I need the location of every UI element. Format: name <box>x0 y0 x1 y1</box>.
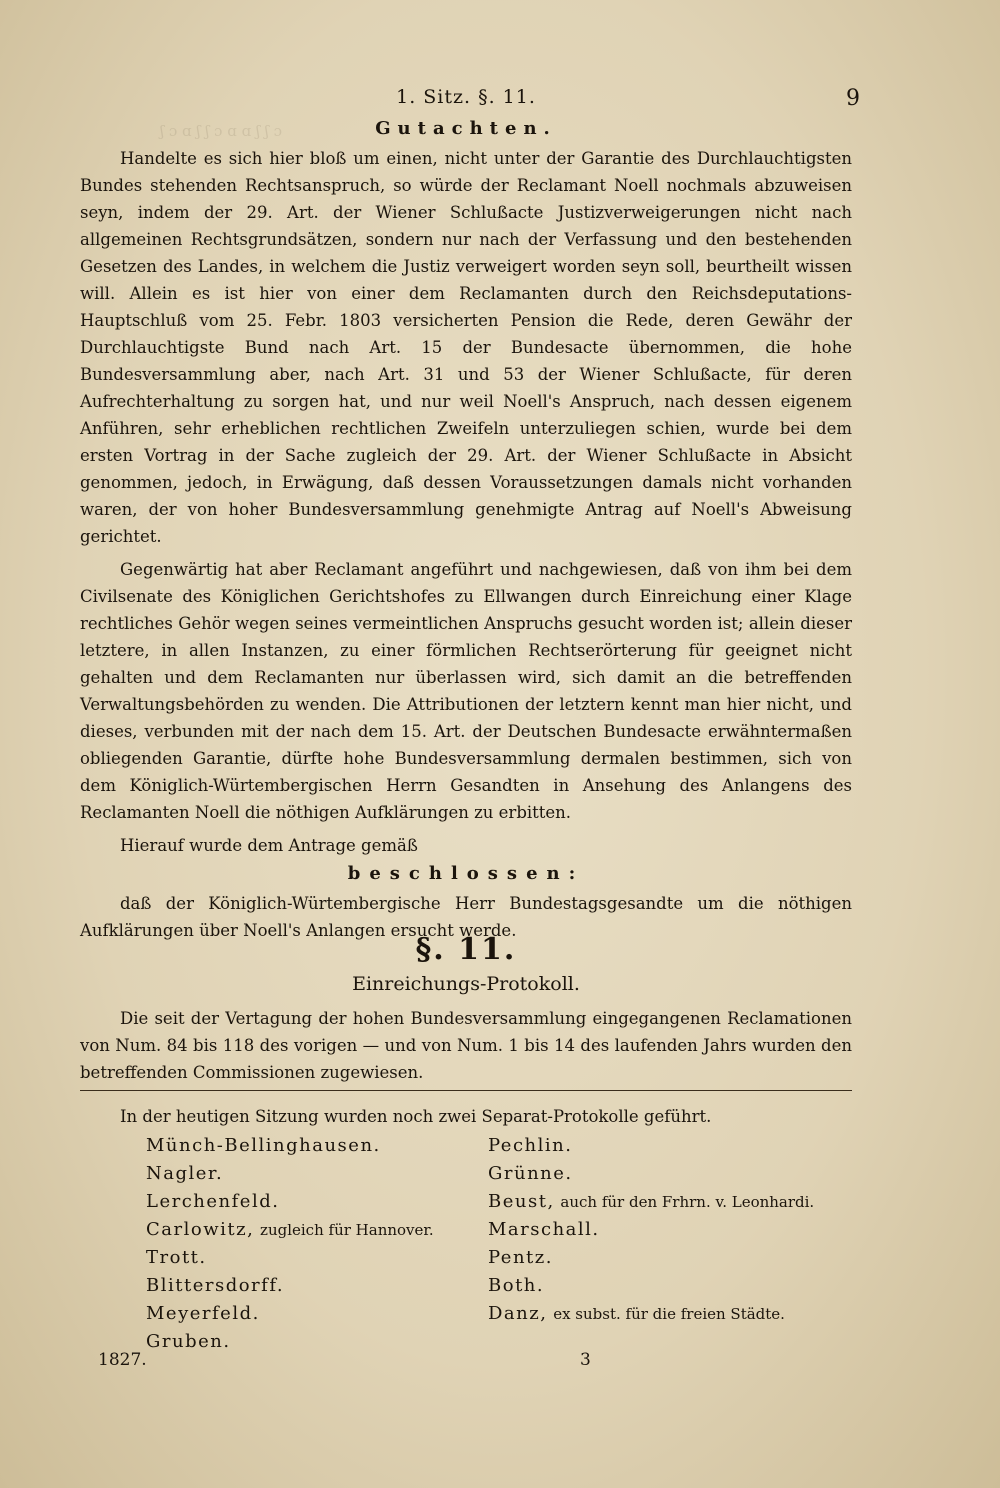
signatory: Grünne. <box>488 1163 573 1184</box>
signatory: Danz, ex subst. für die freien Städte. <box>488 1303 785 1324</box>
section-text: Die seit der Vertagung der hohen Bundesversammlung eingegangenen Reclamationen von Num. 84 bis 118 des vorigen — und von Num. 1 bis 14 des laufenden Jahrs wurden den betreffenden Commissionen zugewiesen. <box>80 1009 852 1082</box>
gutachten-paragraph-1: Handelte es sich hier bloß um einen, nicht unter der Garantie des Durchlauchtigsten Bundes stehenden Rechtsanspruch, so würde der Reclamant Noell nochmals abzuweisen seyn, indem der 29. Art. der Wiener Schlußacte Justizverweigerungen nicht nach allgemeinen Rechtsgrundsätzen, sondern nur nach der Verfassung und den bestehenden Gesetzen des Landes, in welchem die Justiz verweigert worden seyn soll, beurtheilt wissen will. Allein es ist hier von einer dem Reclamanten durch den Reichsdeputations-Hauptschluß vom 25. Febr. 1803 versicherten Pension die Rede, deren Gewähr der Durchlauchtigste Bund nach Art. 15 der Bundesacte übernommen, die hohe Bundesversammlung aber, nach Art. 31 und 53 der Wiener Schlußacte, für deren Aufrechterhaltung zu sorgen hat, und nur weil Noell's Anspruch, nach dessen eigenem Anführen, sehr erheblichen rechtlichen Zweifeln unterzuliegen schien, wurde bei dem ersten Vortrag in der Sache zugleich der 29. Art. der Wiener Schlußacte in Absicht genommen, jedoch, in Erwägung, daß dessen Voraussetzungen damals nicht vorhanden waren, der von hoher Bundesversammlung genehmigte Antrag auf Noell's Abweisung gerichtet. <box>80 149 852 546</box>
signatory: Beust, auch für den Frhrn. v. Leonhardi. <box>488 1191 815 1212</box>
signatory: Pechlin. <box>488 1135 573 1156</box>
signatory: Gruben. <box>146 1331 231 1352</box>
gutachten-paragraph-2: Gegenwärtig hat aber Reclamant angeführt und nachgewiesen, daß von ihm bei dem Civilsenate des Königlichen Gerichtshofes zu Ellwangen durch Einreichung einer Klage rechtliches Gehör wegen seines vermeintlichen Anspruchs gesucht worden ist; allein dieser letztere, in allen Instanzen, zu einer förmlichen Rechtserörterung für geeignet nicht gehalten und dem Reclamanten nur überlassen wird, sich damit an die betreffenden Verwaltungsbehörden zu wenden. Die Attributionen der letztern kennt man hier nicht, und dieses, verbunden mit der nach dem 15. Art. der Deutschen Bundesacte erwähntermaßen obliegenden Garantie, dürfte hohe Bundesversammlung dermalen bestimmen, sich von dem Königlich-Würtembergischen Herrn Gesandten in Ansehung des Anlangens des Reclamanten Noell die nöthigen Aufklärungen zu erbitten. <box>80 560 852 822</box>
signatory: Both. <box>488 1275 545 1296</box>
page-header <box>80 86 860 116</box>
gutachten-section <box>80 118 852 944</box>
signatory: Carlowitz, zugleich für Hannover. <box>146 1219 434 1240</box>
signatory: Lerchenfeld. <box>146 1191 280 1212</box>
beschlossen-heading: beschlossen: <box>347 863 585 884</box>
hierauf-line: Hierauf wurde dem Antrage gemäß <box>120 836 418 855</box>
signatory: Nagler. <box>146 1163 224 1184</box>
bleed-through: ʃ ɔ ɑ ʃ ʃ ɔ ɑ ɑ ʃ ʃ ɔ <box>160 122 283 140</box>
section-11 <box>80 932 852 1130</box>
signatory-column-right <box>488 1132 814 1328</box>
section-subtitle: Einreichungs-Protokoll. <box>352 973 580 995</box>
resolution-text: daß der Königlich-Würtembergische Herr Bundestagsgesandte um die nöthigen Aufklärungen über Noell's Anlangen ersucht werde. <box>80 894 852 940</box>
gutachten-heading: Gutachten. <box>375 118 557 139</box>
signatory: Trott. <box>146 1247 207 1268</box>
signatory: Pentz. <box>488 1247 553 1268</box>
signatory-note: ex subst. für die freien Städte. <box>553 1305 785 1323</box>
page-number: 9 <box>846 86 860 111</box>
signatory-note: auch für den Frhrn. v. Leonhardi. <box>560 1193 815 1211</box>
section-title: §. 11. <box>415 932 517 967</box>
signatory: Meyerfeld. <box>146 1303 260 1324</box>
section-text-block <box>80 1005 852 1091</box>
page-footer <box>98 1350 858 1376</box>
signature-mark: 3 <box>580 1350 591 1370</box>
running-head: 1. Sitz. §. 11. <box>396 86 536 108</box>
signatory: Marschall. <box>488 1219 600 1240</box>
signatory: Blittersdorff. <box>146 1275 285 1296</box>
signatory: Münch-Bellinghausen. <box>146 1135 381 1156</box>
signatory-column-left <box>146 1132 434 1356</box>
footer-year: 1827. <box>98 1350 147 1370</box>
separat-line: In der heutigen Sitzung wurden noch zwei Separat-Protokolle geführt. <box>120 1107 712 1126</box>
signatory-note: zugleich für Hannover. <box>260 1221 434 1239</box>
